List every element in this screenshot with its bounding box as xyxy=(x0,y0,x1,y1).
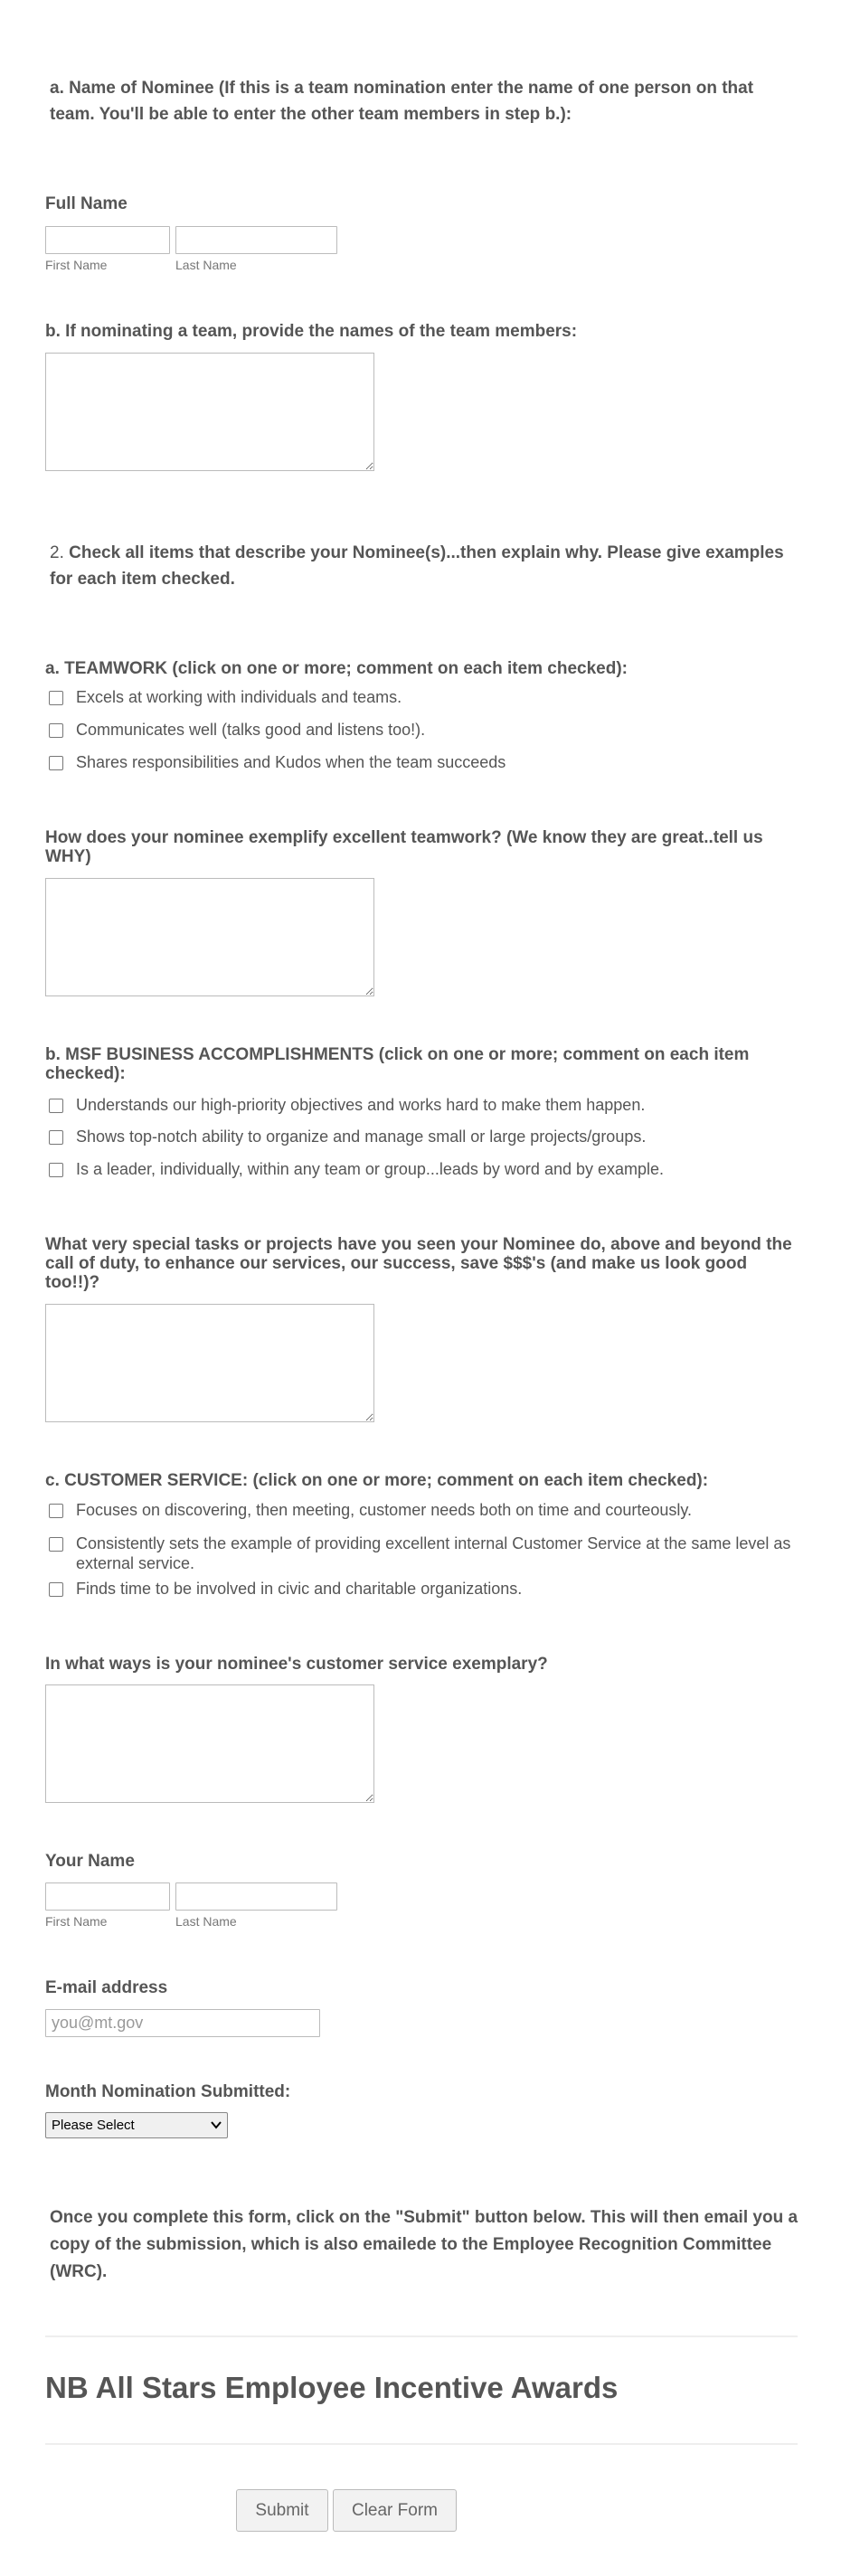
business-option-2[interactable] xyxy=(49,1127,799,1146)
teamwork-comment-textarea[interactable] xyxy=(45,878,374,996)
checkbox[interactable] xyxy=(49,691,63,705)
email-input[interactable] xyxy=(45,2009,320,2037)
nominee-name-heading: a. Name of Nominee (If this is a team nomination enter the name of one person on that team. You'll be able to enter the other team members in step b.): xyxy=(50,79,754,124)
last-name-sublabel: Last Name xyxy=(175,258,237,272)
customer-option-3[interactable] xyxy=(49,1579,799,1599)
your-name-label: Your Name xyxy=(45,1852,135,1871)
checkbox[interactable] xyxy=(49,1099,63,1113)
checkbox-label: Shows top-notch ability to organize and manage small or large projects/groups. xyxy=(76,1128,647,1146)
customer-comment-label: In what ways is your nominee's customer service exemplary? xyxy=(45,1655,548,1674)
checkbox[interactable] xyxy=(49,723,63,738)
business-label: b. MSF BUSINESS ACCOMPLISHMENTS (click on one or more; comment on each item checked): xyxy=(45,1045,750,1083)
full-name-label: Full Name xyxy=(45,194,128,213)
submission-instructions: Once you complete this form, click on the "Submit" button below. This will then email you a copy of the submission, which is also emailede to the Employee Recognition Committee (WRC). xyxy=(50,2208,798,2281)
form-title: NB All Stars Employee Incentive Awards xyxy=(45,2371,619,2404)
month-select[interactable] xyxy=(45,2112,228,2138)
section-2-number: 2. xyxy=(50,543,64,562)
section-2-heading xyxy=(50,540,791,592)
checkbox-label: Focuses on discovering, then meeting, customer needs both on time and courteously. xyxy=(76,1501,693,1519)
checkbox[interactable] xyxy=(49,1537,63,1552)
customer-option-1[interactable] xyxy=(49,1500,799,1520)
email-label: E-mail address xyxy=(45,1978,168,1997)
checkbox[interactable] xyxy=(49,1163,63,1177)
section-2-text: Check all items that describe your Nominee(s)...then explain why. Please give examples for each item checked. xyxy=(50,543,784,589)
clear-form-button[interactable]: Clear Form xyxy=(333,2489,457,2532)
checkbox[interactable] xyxy=(49,1130,63,1145)
team-members-textarea[interactable] xyxy=(45,353,374,471)
teamwork-option-1[interactable] xyxy=(49,687,799,707)
checkbox[interactable] xyxy=(49,1504,63,1518)
team-members-label: b. If nominating a team, provide the names of the team members: xyxy=(45,322,578,341)
your-last-name-input[interactable] xyxy=(175,1882,337,1911)
first-name-sublabel: First Name xyxy=(45,258,108,272)
divider xyxy=(45,2335,798,2337)
checkbox-label: Is a leader, individually, within any team or group...leads by word and by example. xyxy=(76,1160,665,1178)
nominee-last-name-input[interactable] xyxy=(175,226,337,254)
first-name-sublabel: First Name xyxy=(45,1914,108,1929)
checkbox-label: Communicates well (talks good and listens too!). xyxy=(76,721,426,739)
last-name-sublabel: Last Name xyxy=(175,1914,237,1929)
submit-button[interactable]: Submit xyxy=(236,2489,328,2532)
chevron-down-icon xyxy=(211,2118,222,2133)
checkbox-label: Finds time to be involved in civic and charitable organizations. xyxy=(76,1580,523,1598)
customer-option-2[interactable] xyxy=(49,1533,799,1573)
checkbox[interactable] xyxy=(49,756,63,770)
checkbox[interactable] xyxy=(49,1582,63,1597)
business-option-1[interactable] xyxy=(49,1095,799,1115)
business-option-3[interactable] xyxy=(49,1159,799,1179)
teamwork-comment-label: How does your nominee exemplify excellent teamwork? (We know they are great..tell us WHY) xyxy=(45,828,763,866)
month-label: Month Nomination Submitted: xyxy=(45,2082,291,2101)
teamwork-label: a. TEAMWORK (click on one or more; comment on each item checked): xyxy=(45,659,628,678)
checkbox-label: Shares responsibilities and Kudos when the team succeeds xyxy=(76,753,506,771)
month-select-value: Please Select xyxy=(52,2118,135,2133)
business-comment-textarea[interactable] xyxy=(45,1304,374,1422)
checkbox-label: Consistently sets the example of providing excellent internal Customer Service at the same level as external service. xyxy=(76,1534,791,1572)
teamwork-option-2[interactable] xyxy=(49,720,799,740)
nominee-first-name-input[interactable] xyxy=(45,226,170,254)
checkbox-label: Understands our high-priority objectives and works hard to make them happen. xyxy=(76,1096,646,1114)
customer-service-label: c. CUSTOMER SERVICE: (click on one or more; comment on each item checked): xyxy=(45,1471,709,1490)
customer-comment-textarea[interactable] xyxy=(45,1684,374,1803)
business-comment-label: What very special tasks or projects have you seen your Nominee do, above and beyond the call of duty, to enhance our services, our success, save $$$'s (and make us look good too!!)? xyxy=(45,1235,792,1292)
checkbox-label: Excels at working with individuals and teams. xyxy=(76,688,402,706)
divider xyxy=(45,2443,798,2445)
your-first-name-input[interactable] xyxy=(45,1882,170,1911)
teamwork-option-3[interactable] xyxy=(49,752,799,772)
